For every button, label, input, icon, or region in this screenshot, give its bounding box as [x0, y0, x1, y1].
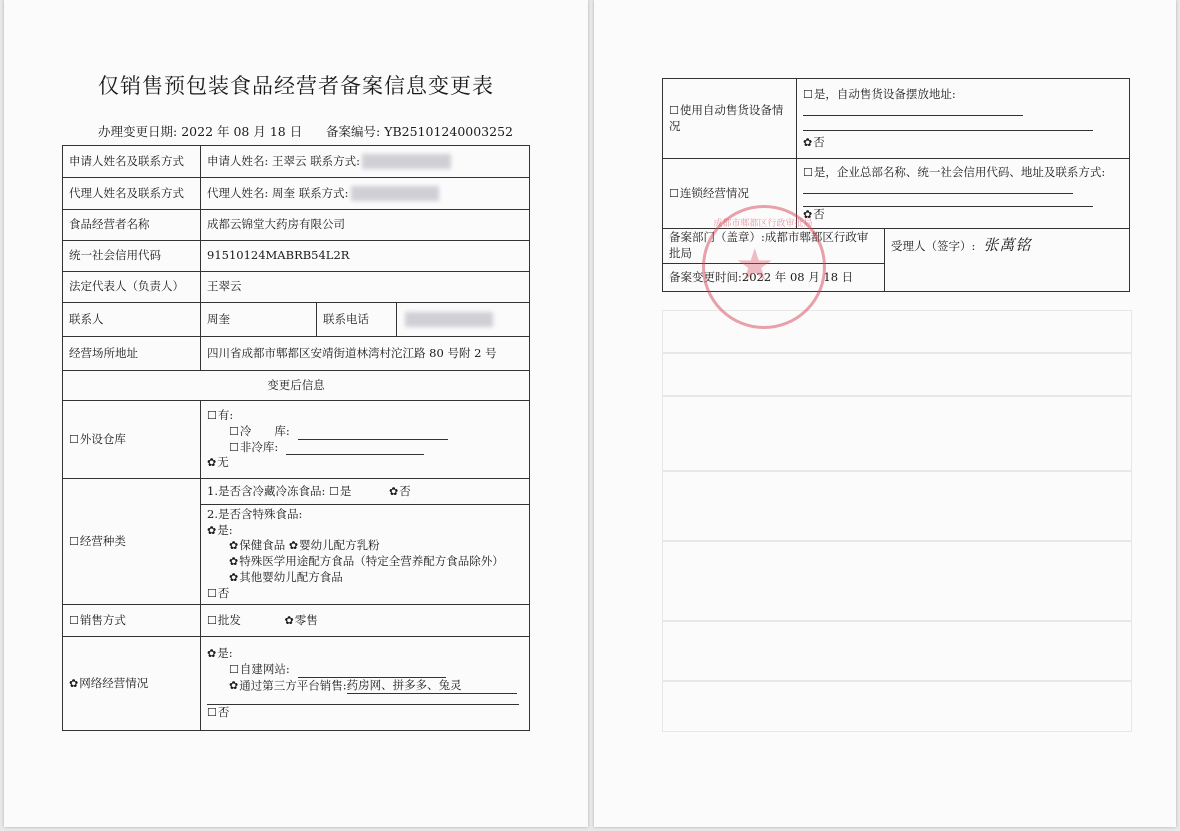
record-no-label: 备案编号: — [326, 124, 381, 139]
checkbox-checked-icon: ✿ — [69, 676, 79, 690]
checkbox-checked-icon: ✿ — [229, 555, 239, 569]
show-through-line — [662, 352, 1132, 354]
table-row — [63, 371, 530, 401]
sales-label: ☐销售方式 — [63, 605, 201, 637]
blank-line — [207, 694, 519, 705]
checkbox-checked-icon: ✿ — [207, 646, 217, 660]
blank-line — [803, 103, 1023, 116]
agent-contact-label: 联系方式: — [298, 185, 349, 200]
agent-name: 代理人姓名: 周奎 — [207, 185, 296, 200]
blank-line — [803, 181, 1073, 194]
vending-label: ☐使用自动售货设备情况 — [663, 79, 797, 159]
receiver-cell — [885, 229, 1130, 292]
warehouse-label: ☐外设仓库 — [63, 401, 201, 479]
vending-value: ☐是，自动售货设备摆放地址: ✿否 — [797, 79, 1130, 159]
checkbox-empty-icon: ☐ — [229, 440, 239, 454]
checkbox-empty-icon: ☐ — [207, 587, 217, 601]
redacted-phone: 00000000000 — [362, 154, 450, 170]
checkbox-empty-icon: ☐ — [69, 432, 79, 446]
category-q1: 1.是否含冷藏冷冻食品: ☐是 ✿否 — [201, 479, 530, 505]
checkbox-empty-icon: ☐ — [803, 87, 813, 101]
redacted-phone: 00000000000 — [351, 186, 439, 202]
phone-value — [397, 303, 530, 337]
table-row — [63, 241, 530, 272]
applicant-value — [201, 146, 530, 178]
checkbox-checked-icon: ✿ — [803, 207, 813, 221]
table-row — [63, 401, 530, 479]
form-page-2 — [594, 0, 1176, 827]
show-through-line — [662, 470, 1132, 472]
handle-date — [98, 122, 306, 140]
operator-label: 食品经营者名称 — [63, 210, 201, 241]
online-label: ✿网络经营情况 — [63, 637, 201, 731]
agent-label: 代理人姓名及联系方式 — [63, 178, 201, 210]
blank-line — [803, 116, 1093, 131]
checkbox-checked-icon: ✿ — [229, 679, 239, 693]
checkbox-empty-icon: ☐ — [669, 186, 679, 200]
checkbox-empty-icon: ☐ — [329, 484, 339, 498]
form-page-1 — [4, 0, 588, 827]
section-title: 变更后信息 — [63, 371, 530, 401]
checkbox-empty-icon: ☐ — [207, 613, 217, 627]
redacted-phone: 00000000000 — [405, 312, 493, 328]
operator-value: 成都云锦堂大药房有限公司 — [201, 210, 530, 241]
checkbox-checked-icon: ✿ — [284, 613, 294, 627]
online-value: ✿是: ☐自建网站: ✿通过第三方平台销售:药房网、拼多多、兔灵 ☐否 — [201, 637, 530, 731]
change-time-value: 2022 年 08 月 18 日 — [741, 269, 854, 284]
table-row — [63, 146, 530, 178]
applicant-name: 申请人姓名: 王翠云 — [207, 153, 307, 168]
show-through-table — [662, 310, 1132, 732]
change-time-label: 备案变更时间: — [669, 269, 742, 284]
checkbox-empty-icon: ☐ — [229, 662, 239, 676]
checkbox-checked-icon: ✿ — [207, 456, 217, 470]
checkbox-checked-icon: ✿ — [288, 539, 299, 553]
checkbox-empty-icon: ☐ — [69, 613, 79, 627]
legal-rep-value: 王翠云 — [201, 272, 530, 303]
checkbox-checked-icon: ✿ — [229, 539, 239, 553]
blank-line — [286, 454, 424, 455]
table-row — [663, 79, 1130, 159]
checkbox-checked-icon: ✿ — [803, 135, 813, 149]
table-row — [63, 337, 530, 371]
official-seal-stamp: 成都市郫都区行政审批局 ★ — [702, 205, 826, 329]
address-value: 四川省成都市郫都区安靖街道林湾村沱江路 80 号附 2 号 — [201, 337, 530, 371]
checkbox-checked-icon: ✿ — [207, 523, 217, 537]
checkbox-empty-icon: ☐ — [69, 534, 79, 548]
credit-code-label: 统一社会信用代码 — [63, 241, 201, 272]
record-no-value: YB25101240003252 — [384, 124, 513, 139]
table-row — [63, 605, 530, 637]
handle-date-label: 办理变更日期: — [98, 124, 178, 139]
agent-value — [201, 178, 530, 210]
show-through-line — [662, 540, 1132, 542]
phone-label: 联系电话 — [317, 303, 397, 337]
info-table — [62, 145, 530, 731]
checkbox-checked-icon: ✿ — [229, 571, 239, 585]
credit-code-value: 91510124MABRB54L2R — [201, 241, 530, 272]
table-row — [63, 210, 530, 241]
applicant-contact-label: 联系方式: — [310, 153, 361, 168]
checkbox-checked-icon: ✿ — [389, 484, 399, 498]
contact-label: 联系人 — [63, 303, 201, 337]
receiver-signature: 张萬铭 — [983, 236, 1032, 254]
dept-value: 成都市郫都区行政审批局 — [669, 230, 869, 260]
platform-list: 药房网、拼多多、兔灵 — [347, 678, 517, 695]
table-row — [63, 178, 530, 210]
legal-rep-label: 法定代表人（负责人） — [63, 272, 201, 303]
star-icon: ★ — [735, 240, 775, 291]
address-label: 经营场所地址 — [63, 337, 201, 371]
checkbox-empty-icon: ☐ — [669, 103, 679, 117]
checkbox-empty-icon: ☐ — [207, 706, 217, 720]
show-through-line — [662, 680, 1132, 682]
contact-value: 周奎 — [201, 303, 317, 337]
table-row — [63, 479, 530, 505]
show-through-line — [662, 395, 1132, 397]
document-title: 仅销售预包装食品经营者备案信息变更表 — [98, 74, 494, 98]
sales-value: ☐批发 ✿零售 — [201, 605, 530, 637]
table-row — [63, 637, 530, 731]
blank-line — [803, 194, 1093, 207]
table-row — [63, 272, 530, 303]
category-label: ☐经营种类 — [63, 479, 201, 605]
record-number — [326, 122, 517, 140]
checkbox-empty-icon: ☐ — [207, 408, 217, 422]
warehouse-value: ☐有: ☐冷 库: ☐非冷库: ✿无 — [201, 401, 530, 479]
dept-label: 备案部门（盖章）: — [669, 230, 765, 245]
category-q2: 2.是否含特殊食品: ✿是: ✿保健食品 ✿婴幼儿配方乳粉 ✿特殊医学用途配方食品（特定全营养配方食品除外） ✿其他婴幼儿配方食品 ☐否 — [201, 505, 530, 605]
receiver-label: 受理人（签字）: — [891, 239, 976, 253]
checkbox-empty-icon: ☐ — [803, 165, 813, 179]
show-through-line — [662, 620, 1132, 622]
chain-value: ☐是，企业总部名称、统一社会信用代码、地址及联系方式: ✿否 — [797, 159, 1130, 229]
checkbox-empty-icon: ☐ — [229, 424, 239, 438]
chain-label: ☐连锁经营情况 — [663, 159, 797, 229]
applicant-label: 申请人姓名及联系方式 — [63, 146, 201, 178]
handle-date-value: 2022 年 08 月 18 日 — [181, 124, 303, 139]
table-row — [63, 303, 530, 337]
